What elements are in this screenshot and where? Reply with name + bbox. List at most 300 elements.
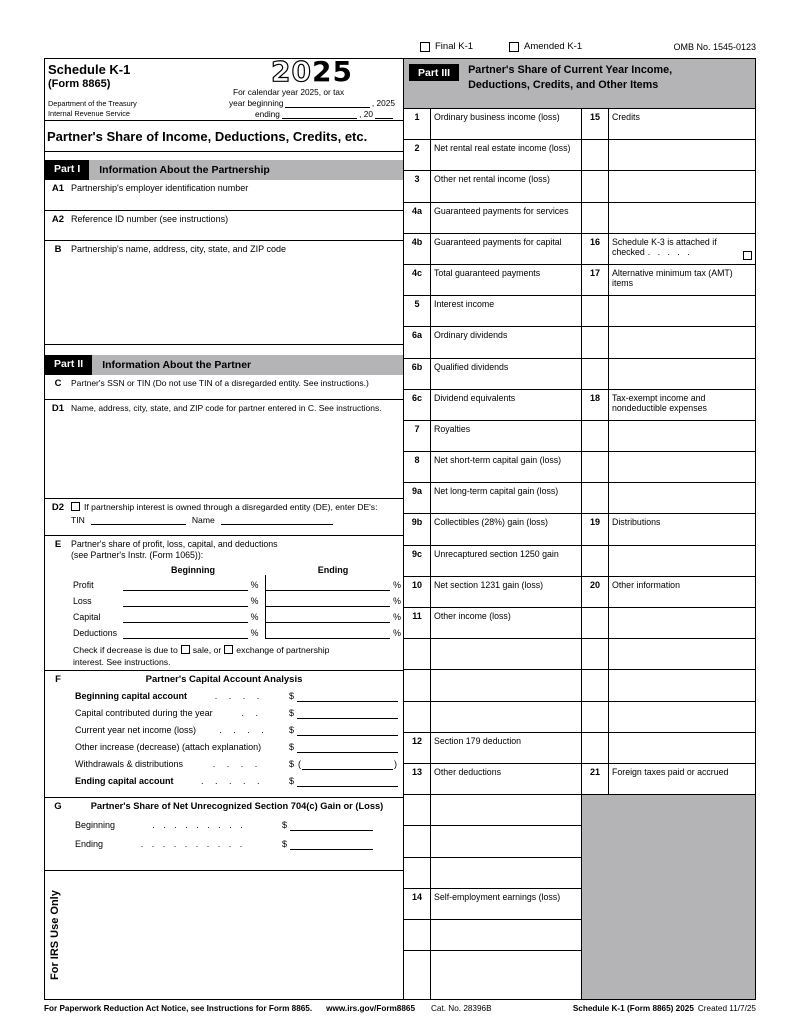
box-number: 4a (404, 203, 431, 233)
dept-line: Department of the Treasury (48, 99, 137, 109)
part3-box-row[interactable] (582, 390, 755, 421)
box-number (582, 296, 609, 326)
part3-box-row[interactable] (582, 577, 755, 608)
dollar-sign: $ (289, 742, 295, 752)
box-d2 (45, 499, 403, 536)
amended-k1-group (509, 41, 582, 52)
capital-account-title: Partner's Capital Account Analysis (145, 674, 303, 685)
part3-box-row[interactable] (404, 795, 581, 826)
part2-tag: Part II (45, 355, 92, 375)
box-number (404, 920, 431, 950)
box-number: 3 (404, 171, 431, 201)
unrecognized-704c-title: Partner's Share of Net Unrecognized Section 704(c) Gain or (Loss) (90, 801, 384, 811)
dot-leader: . . . . (212, 759, 258, 769)
box-label (609, 452, 755, 482)
tin-field[interactable] (91, 515, 186, 525)
dot-leader: . . . . . . . . . . (140, 839, 243, 849)
box-label: Section 179 deduction (434, 735, 522, 746)
capital-row-label: Current year net income (loss) (75, 725, 197, 735)
final-k1-label: Final K-1 (435, 41, 474, 52)
box-label (609, 421, 755, 451)
box-number (582, 608, 609, 638)
amount-field[interactable] (297, 775, 398, 787)
box-label: Guaranteed payments for services (434, 205, 569, 216)
amount-field[interactable] (290, 819, 373, 831)
box-label: Qualified dividends (434, 361, 509, 372)
box-number: 6c (404, 390, 431, 420)
irs-url[interactable]: www.irs.gov/Form8865 (326, 1004, 416, 1013)
box-number (582, 452, 609, 482)
box-number: 12 (404, 733, 431, 763)
year-beginning-suffix: , 2025 (371, 97, 395, 108)
capital-account-row (45, 702, 403, 719)
box-a2[interactable] (45, 211, 403, 241)
box-number (404, 826, 431, 856)
box-e-id: E (54, 539, 62, 550)
box-number: 21 (582, 764, 609, 794)
box-label (431, 858, 581, 888)
part3-box-row[interactable] (404, 702, 581, 733)
capital-row-label: Ending capital account (75, 776, 174, 786)
capital-row-label: Beginning capital account (75, 691, 188, 701)
masthead-left (45, 59, 227, 120)
part3-box-row[interactable] (582, 140, 755, 171)
decrease-check-line2: interest. See instructions. (73, 657, 171, 668)
part3-box-row[interactable] (404, 421, 581, 452)
beginning-percent-field[interactable] (123, 627, 248, 639)
percent-sign: % (250, 627, 259, 638)
capital-account-rows (45, 685, 403, 787)
year-beginning-label: year beginning (229, 97, 284, 108)
box-label (609, 203, 755, 233)
part3-title: Partner's Share of Current Year Income, Deductions, Credits, and Other Items (468, 64, 673, 92)
box-label: Royalties (434, 423, 471, 434)
part3-box-row[interactable] (582, 421, 755, 452)
box-label (609, 733, 755, 763)
box-number: 19 (582, 514, 609, 544)
part3-box-row[interactable] (582, 639, 755, 670)
box-label: Credits (612, 112, 640, 122)
part3-box-row[interactable] (582, 514, 755, 545)
right-column (403, 58, 756, 1000)
part3-box-row[interactable] (582, 764, 755, 795)
g-row-label: Ending (75, 839, 104, 849)
part3-box-row[interactable] (582, 546, 755, 577)
part2-header (45, 355, 403, 375)
amount-field[interactable] (297, 741, 398, 753)
box-a1-id: A1 (51, 183, 65, 194)
irs-use-only-label: For IRS Use Only (49, 890, 61, 980)
box-label (609, 171, 755, 201)
box-number (582, 327, 609, 357)
catalog-number: Cat. No. 28396B (431, 1004, 492, 1013)
part3-box-row[interactable] (404, 359, 581, 390)
tin-label: TIN (71, 515, 85, 525)
part3-box-row[interactable] (582, 203, 755, 234)
part3-box-row[interactable] (404, 577, 581, 608)
share-row-label: Profit (73, 579, 94, 590)
box-number: 6a (404, 327, 431, 357)
amount-field[interactable] (290, 838, 373, 850)
box-label (431, 826, 581, 856)
part3-box-row[interactable] (582, 670, 755, 701)
box-label: Unrecaptured section 1250 gain (434, 548, 559, 559)
top-strip (420, 41, 756, 52)
box-label (431, 670, 581, 700)
box-d1-label: Name, address, city, state, and ZIP code for partner entered in C. See instructions. (71, 403, 382, 413)
box-label (431, 795, 581, 825)
box-b-id: B (54, 244, 62, 255)
final-k1-checkbox[interactable] (420, 42, 430, 52)
dollar-sign: $ (289, 691, 295, 701)
ending-percent-field[interactable] (266, 579, 391, 591)
box-label: Foreign taxes paid or accrued (612, 766, 729, 777)
ending-percent-field[interactable] (266, 611, 391, 623)
dollar-sign: $ (289, 708, 295, 718)
share-row-label: Loss (73, 595, 92, 606)
capital-row-label: Capital contributed during the year (75, 708, 213, 718)
omb-number: OMB No. 1545-0123 (673, 41, 756, 52)
box-number: 9c (404, 546, 431, 576)
box-number (582, 639, 609, 669)
box-number: 14 (404, 889, 431, 919)
box-number: 16 (582, 234, 609, 264)
part3-box-row[interactable] (582, 296, 755, 327)
percent-sign: % (250, 611, 259, 622)
part3-box-row[interactable] (404, 670, 581, 701)
amount-field[interactable] (302, 758, 393, 770)
box-e (45, 536, 403, 671)
part3-box-row[interactable] (582, 608, 755, 639)
disregarded-entity-checkbox[interactable] (71, 502, 80, 511)
box-label (609, 608, 755, 638)
part3-header (404, 59, 755, 109)
box-label: Ordinary business income (loss) (434, 112, 560, 122)
box-label: Net rental real estate income (loss) (434, 143, 571, 154)
box-number (582, 670, 609, 700)
k3-attached-checkbox[interactable] (743, 251, 752, 260)
part3-box-row[interactable] (404, 608, 581, 639)
masthead (45, 55, 403, 121)
unrecognized-704c-row (45, 833, 403, 850)
part3-grid (404, 109, 755, 999)
box-label (609, 327, 755, 357)
box-label (609, 546, 755, 576)
box-d2-id: D2 (51, 502, 65, 513)
part3-box-row[interactable] (404, 234, 581, 265)
box-number (404, 858, 431, 888)
box-number: 6b (404, 359, 431, 389)
part3-box-row[interactable] (404, 140, 581, 171)
share-table (45, 575, 403, 639)
calendar-year-line: For calendar year 2025, or tax (233, 86, 345, 97)
box-label: Net short-term capital gain (loss) (434, 455, 562, 466)
ending-percent-field[interactable] (266, 627, 391, 639)
box-number: 17 (582, 265, 609, 295)
part3-box-row[interactable] (582, 733, 755, 764)
part3-box-row[interactable] (404, 546, 581, 577)
form-number: (Form 8865) (48, 78, 111, 90)
part3-box-row[interactable] (404, 858, 581, 889)
box-d1-id: D1 (51, 403, 65, 414)
part3-right-rows (582, 109, 755, 795)
box-label (609, 483, 755, 513)
decrease-sale-checkbox[interactable] (181, 645, 190, 654)
part3-box-row[interactable] (582, 265, 755, 296)
name-label: Name (191, 515, 215, 525)
box-label (609, 670, 755, 700)
box-number (404, 951, 431, 999)
part3-box-row[interactable] (404, 203, 581, 234)
box-number: 10 (404, 577, 431, 607)
box-a2-label: Reference ID number (see instructions) (71, 214, 229, 224)
year-ending-yy-field[interactable] (375, 110, 393, 119)
open-paren: ( (298, 759, 302, 769)
box-label (609, 296, 755, 326)
part3-box-row[interactable] (582, 483, 755, 514)
close-paren: ) (394, 759, 397, 769)
capital-row-label: Other increase (decrease) (attach explanation) (75, 742, 262, 752)
form-footer (44, 1004, 756, 1013)
decrease-check-line: Check if decrease is due to sale, or exchange of partnership interest. See instructions. (45, 639, 403, 669)
box-number (404, 670, 431, 700)
amended-k1-checkbox[interactable] (509, 42, 519, 52)
unrecognized-704c-row (45, 814, 403, 831)
box-number: 5 (404, 296, 431, 326)
share-row-label: Deductions (73, 627, 118, 638)
box-number (404, 702, 431, 732)
box-label: Ordinary dividends (434, 330, 508, 341)
dot-leader: . . . . (219, 725, 264, 735)
capital-account-row (45, 719, 403, 736)
form-main-title: Partner's Share of Income, Deductions, Credits, etc. (45, 121, 403, 152)
dollar-sign: $ (282, 839, 288, 849)
box-number: 18 (582, 390, 609, 420)
box-label (609, 140, 755, 170)
year-ending-label: ending (255, 108, 280, 119)
box-b-label: Partnership's name, address, city, state, and ZIP code (71, 244, 286, 254)
box-a1-label: Partnership's employer identification number (71, 183, 249, 193)
part3-box-row[interactable] (404, 920, 581, 951)
box-number (582, 171, 609, 201)
share-table-row (45, 623, 403, 639)
box-label: Net section 1231 gain (loss) (434, 579, 544, 590)
year-ending-suffix: , 20 (359, 108, 373, 119)
irs-line: Internal Revenue Service (48, 108, 130, 118)
dot-leader: . . . . (214, 691, 260, 701)
percent-sign: % (393, 611, 401, 622)
capital-account-row (45, 736, 403, 753)
part3-box-row[interactable] (582, 109, 755, 140)
ending-percent-field[interactable] (266, 595, 391, 607)
box-d2-label: If partnership interest is owned through a disregarded entity (DE), enter DE's: (84, 502, 378, 512)
box-number: 2 (404, 140, 431, 170)
part3-box-row[interactable] (582, 359, 755, 390)
box-label: Other information (612, 579, 680, 590)
box-label: Collectibles (28%) gain (loss) (434, 517, 548, 528)
beginning-column-header: Beginning (171, 564, 215, 575)
beginning-percent-field[interactable] (123, 611, 248, 623)
amended-k1-label: Amended K-1 (524, 41, 583, 52)
box-number: 13 (404, 764, 431, 794)
part3-box-row[interactable] (404, 265, 581, 296)
box-label: Other income (loss) (434, 611, 511, 621)
part3-box-row[interactable] (404, 514, 581, 545)
part3-box-row[interactable] (582, 327, 755, 358)
box-label: Distributions (612, 517, 661, 528)
box-number (582, 421, 609, 451)
share-row-label: Capital (73, 611, 101, 622)
box-number: 4c (404, 265, 431, 295)
box-label: Other deductions (434, 766, 501, 777)
beginning-percent-field[interactable] (123, 595, 248, 607)
box-label: Schedule K-3 is attached if checked . . . . . (609, 234, 755, 264)
capital-account-row (45, 770, 403, 787)
percent-sign: % (393, 595, 401, 606)
box-label (431, 920, 581, 950)
agency-lines (48, 99, 227, 118)
box-label (431, 639, 581, 669)
g-row-label: Beginning (75, 820, 116, 830)
dollar-sign: $ (282, 820, 288, 830)
percent-sign: % (250, 579, 259, 590)
part2-bar-wrap (45, 345, 403, 375)
box-d1[interactable] (45, 400, 403, 499)
box-number (582, 359, 609, 389)
box-g (45, 798, 403, 871)
dot-leader: . . . . . (647, 246, 690, 257)
box-label: Dividend equivalents (434, 392, 516, 403)
dollar-sign: $ (289, 759, 295, 769)
part3-box-row[interactable] (404, 639, 581, 670)
schedule-title: Schedule K-1 (48, 62, 131, 77)
capital-row-label: Withdrawals & distributions (75, 759, 184, 769)
part3-box-row[interactable] (404, 171, 581, 202)
beginning-percent-field[interactable] (123, 579, 248, 591)
amount-field[interactable] (297, 690, 398, 702)
box-number: 15 (582, 109, 609, 139)
de-name-field[interactable] (221, 515, 333, 525)
box-number (404, 639, 431, 669)
share-table-row (45, 607, 403, 623)
part3-right-boxes (581, 109, 755, 999)
amount-field[interactable] (297, 724, 398, 736)
amount-field[interactable] (297, 707, 398, 719)
box-label: Net long-term capital gain (loss) (434, 486, 559, 497)
part2-title: Information About the Partner (102, 359, 252, 371)
box-number (582, 733, 609, 763)
dot-leader: . . . . . (201, 776, 260, 786)
box-label (609, 639, 755, 669)
box-number: 9b (404, 514, 431, 544)
share-table-header (45, 565, 403, 575)
box-label: Self-employment earnings (loss) (434, 891, 561, 902)
box-label: Alternative minimum tax (AMT) items (612, 267, 733, 289)
part3-left-boxes (404, 109, 581, 999)
part3-box-row[interactable] (404, 733, 581, 764)
dollar-sign: $ (289, 725, 295, 735)
shaded-reserved-area (582, 795, 755, 999)
box-number (404, 795, 431, 825)
box-number: 8 (404, 452, 431, 482)
box-label: Total guaranteed payments (434, 267, 541, 278)
part3-box-row[interactable] (404, 483, 581, 514)
part1-bar-wrap (45, 152, 403, 180)
box-c-id: C (54, 378, 62, 389)
part3-box-row[interactable] (404, 327, 581, 358)
box-a2-id: A2 (51, 214, 65, 225)
part3-box-row[interactable] (404, 109, 581, 140)
box-number (582, 203, 609, 233)
box-number: 11 (404, 608, 431, 638)
part3-box-row[interactable] (404, 764, 581, 795)
part3-box-row[interactable] (404, 296, 581, 327)
masthead-right (227, 55, 403, 120)
year-ending-field[interactable] (282, 110, 357, 119)
part3-box-row[interactable] (582, 234, 755, 265)
box-f-id: F (55, 674, 61, 685)
irs-use-only-box (45, 871, 403, 999)
box-a1[interactable] (45, 180, 403, 211)
box-label (431, 951, 581, 999)
part1-header (45, 160, 403, 180)
percent-sign: % (250, 595, 259, 606)
box-e-label: Partner's share of profit, loss, capital, and deductions (see Partner's Instr. (Form 1065)): (71, 539, 278, 561)
percent-sign: % (393, 627, 401, 638)
year-beginning-field[interactable] (285, 99, 369, 108)
box-label (609, 702, 755, 732)
part3-box-row[interactable] (404, 826, 581, 857)
box-number: 9a (404, 483, 431, 513)
box-number (582, 140, 609, 170)
part1-tag: Part I (45, 160, 89, 180)
share-table-row (45, 591, 403, 607)
unrecognized-704c-rows (45, 814, 403, 850)
box-number (582, 546, 609, 576)
dot-leader: . . (241, 708, 259, 718)
box-number: 20 (582, 577, 609, 607)
box-number: 1 (404, 109, 431, 139)
share-table-row (45, 575, 403, 591)
paperwork-notice: For Paperwork Reduction Act Notice, see Instructions for Form 8865. (44, 1004, 313, 1013)
part3-box-row[interactable] (404, 390, 581, 421)
percent-sign: % (393, 579, 401, 590)
part3-tag: Part III (409, 64, 459, 81)
box-b[interactable] (45, 241, 403, 345)
box-c[interactable] (45, 375, 403, 400)
box-f (45, 671, 403, 798)
tax-year: 2025 (271, 55, 353, 88)
box-number (582, 702, 609, 732)
part3-box-row[interactable] (582, 171, 755, 202)
box-label (431, 702, 581, 732)
part3-box-row[interactable] (404, 951, 581, 999)
part3-box-row[interactable] (404, 889, 581, 920)
part3-box-row[interactable] (582, 452, 755, 483)
part1-title: Information About the Partnership (99, 164, 270, 176)
box-g-id: G (54, 801, 62, 812)
dot-leader (261, 742, 287, 753)
box-number: 4b (404, 234, 431, 264)
box-number: 7 (404, 421, 431, 451)
box-label: Interest income (434, 299, 495, 310)
year-ending-line (229, 109, 395, 119)
part3-box-row[interactable] (582, 702, 755, 733)
decrease-exchange-checkbox[interactable] (224, 645, 233, 654)
box-label: Guaranteed payments for capital (434, 236, 562, 247)
part3-box-row[interactable] (404, 452, 581, 483)
box-c-label: Partner's SSN or TIN (Do not use TIN of a disregarded entity. See instructions.) (71, 378, 369, 388)
